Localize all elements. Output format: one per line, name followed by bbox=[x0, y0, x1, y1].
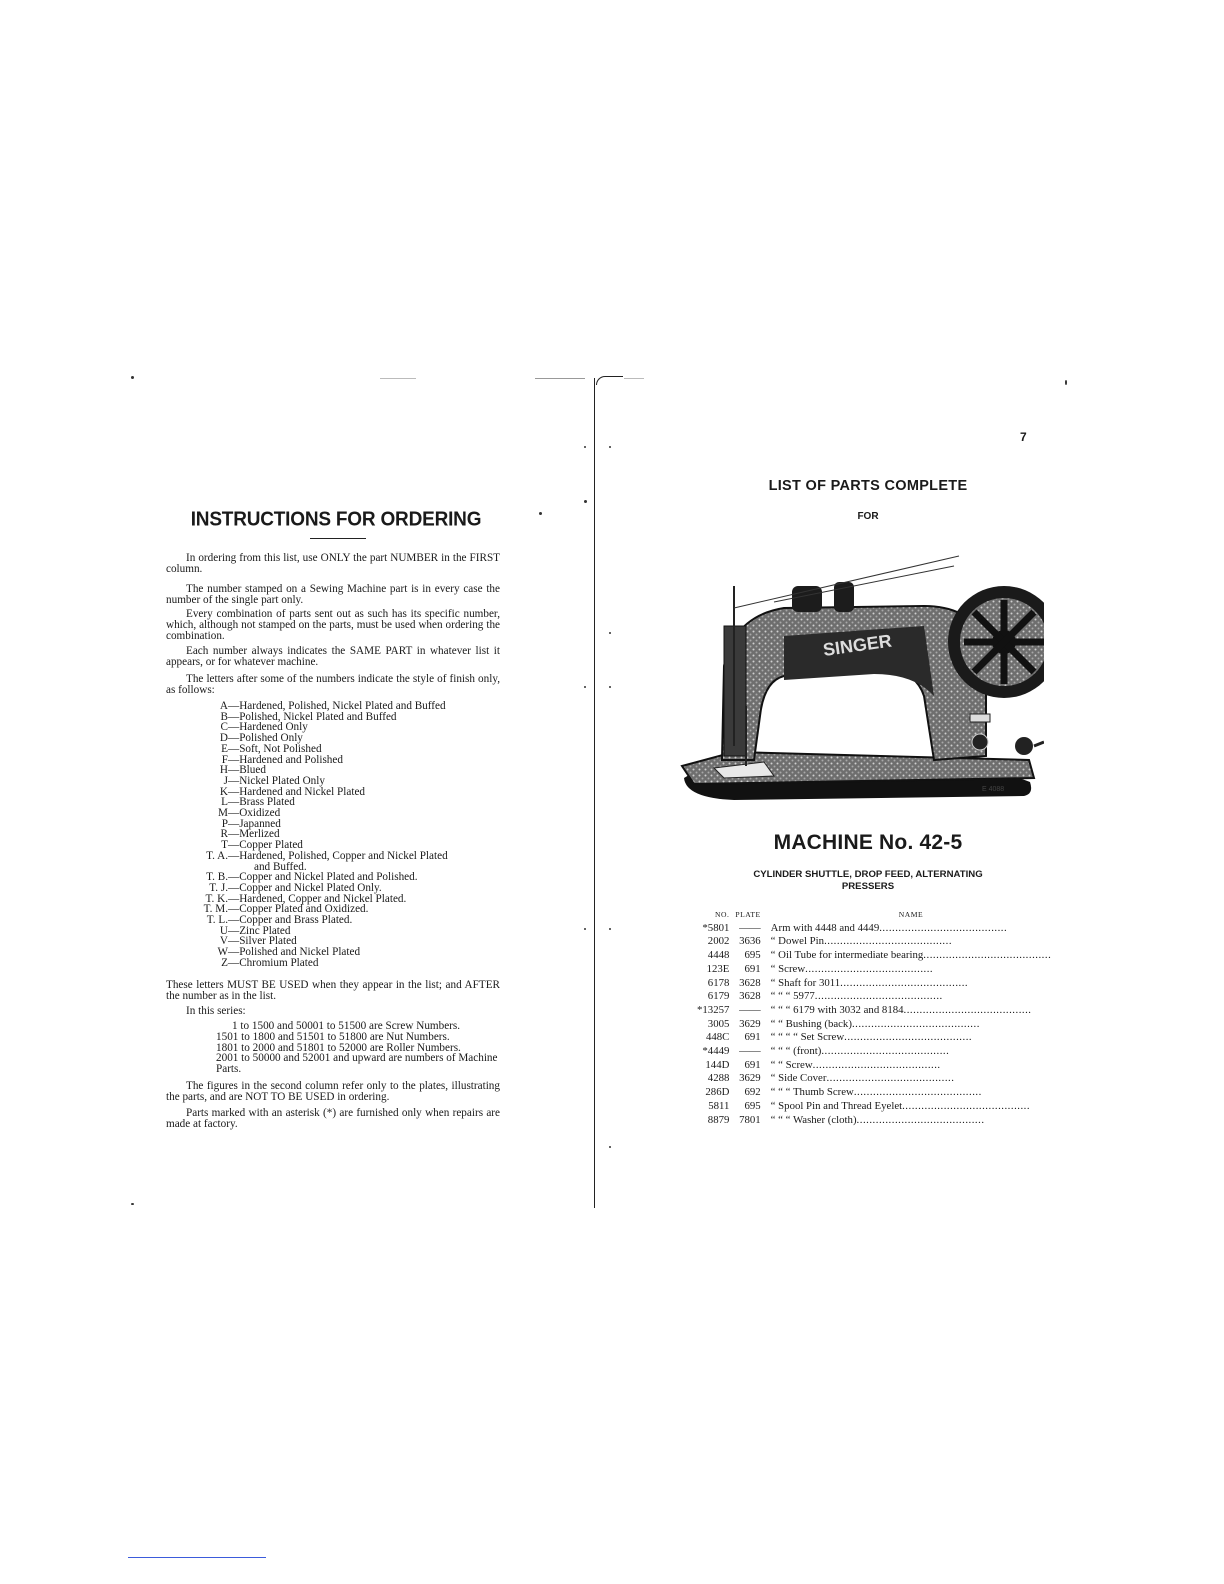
part-name-cell bbox=[771, 977, 1052, 991]
part-name: “ Side Cover bbox=[770, 1072, 827, 1085]
sewing-machine-illustration bbox=[674, 546, 1044, 802]
machine-subtitle: CYLINDER SHUTTLE, DROP FEED, ALTERNATING PRESSERS bbox=[753, 869, 983, 892]
part-name: “ Screw bbox=[770, 962, 806, 975]
column-header-name: NAME bbox=[898, 910, 924, 919]
scan-speck bbox=[131, 1203, 134, 1205]
plate-number: 7801 bbox=[739, 1113, 761, 1126]
table-row bbox=[697, 977, 1051, 991]
plate-number: 3636 bbox=[739, 935, 761, 948]
table-row bbox=[697, 1100, 1051, 1114]
part-number: 144D bbox=[705, 1058, 730, 1071]
part-number: 448C bbox=[705, 1031, 730, 1044]
finish-description: —Copper and Brass Plated. bbox=[228, 914, 353, 927]
part-number: 4288 bbox=[707, 1072, 730, 1085]
finish-description: —Soft, Not Polished bbox=[228, 742, 322, 755]
finish-code: T. L. bbox=[206, 914, 228, 927]
finish-code: L bbox=[221, 796, 228, 809]
finish-code: T. M. bbox=[203, 903, 228, 916]
finish-code: K bbox=[219, 785, 228, 798]
paragraph-finish-intro: The letters after some of the numbers indicate the style of finish only, as follows: bbox=[166, 673, 500, 696]
part-name: “ Oil Tube for intermediate bearing bbox=[770, 949, 924, 962]
table-row bbox=[697, 1086, 1051, 1100]
finish-code: P bbox=[221, 817, 228, 830]
finish-description: —Polished, Nickel Plated and Buffed bbox=[228, 710, 397, 723]
finish-description: —Copper and Nickel Plated Only. bbox=[228, 881, 382, 894]
table-row bbox=[697, 1059, 1051, 1073]
series-list bbox=[204, 1021, 500, 1075]
finish-code: C bbox=[220, 721, 228, 734]
part-name-cell bbox=[771, 1114, 1052, 1128]
title-rule bbox=[310, 538, 366, 539]
plate-number: 3628 bbox=[739, 976, 761, 989]
part-name-cell bbox=[771, 963, 1052, 977]
finish-code: T. A. bbox=[206, 849, 228, 862]
finish-description: and Buffed. bbox=[254, 860, 307, 873]
finish-description: —Hardened and Polished bbox=[228, 753, 343, 766]
finish-code: T. B. bbox=[206, 871, 228, 884]
table-row bbox=[697, 1072, 1051, 1086]
paragraph-stamped: The number stamped on a Sewing Machine part is in every case the number of the single part only. bbox=[166, 583, 500, 606]
finish-description: —Japanned bbox=[228, 817, 281, 830]
series-item: 1801 to 2000 and 51801 to 52000 are Roller Numbers. bbox=[216, 1041, 461, 1054]
finish-description: —Polished Only bbox=[228, 732, 303, 745]
finish-code: Z bbox=[221, 956, 228, 969]
page-fold-corner bbox=[596, 376, 623, 385]
dot-leader: ........................................ bbox=[805, 962, 934, 975]
table-row bbox=[697, 990, 1051, 1004]
plate-number: 691 bbox=[744, 962, 761, 975]
underline-link-mark bbox=[128, 1557, 266, 1558]
finish-list bbox=[178, 701, 488, 969]
finish-code: B bbox=[220, 710, 228, 723]
svg-text:SINGER: SINGER bbox=[821, 630, 893, 660]
part-number: 4448 bbox=[707, 949, 730, 962]
table-row bbox=[697, 949, 1051, 963]
plate-number: 695 bbox=[744, 1099, 761, 1112]
part-number: 2002 bbox=[707, 935, 730, 948]
table-row bbox=[697, 1045, 1051, 1059]
finish-item bbox=[178, 958, 488, 969]
finish-description: —Silver Plated bbox=[228, 935, 297, 948]
part-name-cell bbox=[771, 1031, 1052, 1045]
plate-number: —— bbox=[739, 921, 761, 934]
finish-code: U bbox=[219, 924, 228, 937]
part-name-cell bbox=[771, 1086, 1052, 1100]
part-name: “ “ “ (front) bbox=[770, 1045, 822, 1058]
scan-speck bbox=[131, 376, 134, 379]
part-number: 3005 bbox=[707, 1017, 730, 1030]
table-row bbox=[697, 1004, 1051, 1018]
finish-code: E bbox=[221, 742, 228, 755]
finish-code: T bbox=[221, 839, 228, 852]
dot-leader: ........................................ bbox=[903, 1003, 1032, 1016]
parts-table-header bbox=[697, 908, 1051, 922]
series-item: 1 to 1500 and 50001 to 51500 are Screw Numbers. bbox=[232, 1020, 461, 1032]
part-name: Arm with 4448 and 4449 bbox=[770, 921, 880, 934]
scan-speck bbox=[609, 686, 611, 688]
dot-leader: ........................................ bbox=[851, 1017, 980, 1030]
table-row bbox=[697, 922, 1051, 936]
plate-number: 695 bbox=[744, 949, 761, 962]
part-name: “ Dowel Pin bbox=[770, 935, 825, 948]
part-name-cell bbox=[771, 1004, 1052, 1018]
scan-speck bbox=[609, 632, 611, 634]
dot-leader: ........................................ bbox=[840, 976, 969, 989]
part-number: 6179 bbox=[707, 990, 730, 1003]
dot-leader: ........................................ bbox=[814, 990, 943, 1003]
plate-number: 3629 bbox=[739, 1017, 761, 1030]
finish-code: V bbox=[219, 935, 228, 948]
part-name-cell bbox=[771, 922, 1052, 936]
finish-code: R bbox=[220, 828, 228, 841]
finish-description: —Hardened Only bbox=[228, 721, 308, 734]
part-number: *5801 bbox=[702, 921, 730, 934]
part-name-cell bbox=[771, 949, 1052, 963]
paragraph-letters-note: These letters MUST BE USED when they appear in the list; and AFTER the number as in the list. bbox=[166, 979, 500, 1002]
finish-description: —Blued bbox=[228, 764, 266, 777]
finish-item bbox=[178, 851, 488, 862]
scan-mark bbox=[624, 378, 644, 379]
part-name: “ “ Screw bbox=[770, 1058, 813, 1071]
finish-code: H bbox=[219, 764, 228, 777]
finish-code: T. K. bbox=[205, 892, 228, 905]
part-number: 6178 bbox=[707, 976, 730, 989]
part-number: 5811 bbox=[708, 1099, 730, 1112]
scan-speck bbox=[584, 446, 586, 448]
finish-code: A bbox=[219, 700, 228, 712]
finish-description: —Zinc Plated bbox=[228, 924, 291, 937]
part-name-cell bbox=[771, 1018, 1052, 1032]
table-row bbox=[697, 935, 1051, 949]
part-number: 8879 bbox=[707, 1113, 730, 1126]
paragraph-asterisk-note: Parts marked with an asterisk (*) are furnished only when repairs are made at factory. bbox=[166, 1107, 500, 1130]
parts-list-title: LIST OF PARTS COMPLETE bbox=[768, 478, 968, 494]
machine-title: MACHINE No. 42-5 bbox=[773, 831, 963, 854]
scan-mark bbox=[535, 378, 585, 379]
dot-leader: ........................................ bbox=[853, 1086, 982, 1099]
scan-speck bbox=[609, 446, 611, 448]
finish-description: —Oxidized bbox=[228, 807, 281, 820]
series-item: 2001 to 50000 and 52001 and upward are numbers of Machine Parts. bbox=[216, 1052, 498, 1076]
table-row bbox=[697, 1114, 1051, 1128]
finish-description: —Copper Plated and Oxidized. bbox=[228, 903, 369, 916]
part-name: “ Shaft for 3011 bbox=[770, 976, 841, 989]
part-name-cell bbox=[771, 1059, 1052, 1073]
scan-speck bbox=[1065, 380, 1067, 385]
dot-leader: ........................................ bbox=[826, 1072, 955, 1085]
paragraph-ordering: In ordering from this list, use ONLY the part NUMBER in the FIRST column. bbox=[166, 552, 500, 575]
scan-mark bbox=[380, 378, 416, 379]
finish-code: T. J. bbox=[209, 881, 228, 894]
table-row bbox=[697, 1031, 1051, 1045]
part-name-cell bbox=[771, 935, 1052, 949]
plate-number: 692 bbox=[744, 1086, 761, 1099]
finish-description: —Copper and Nickel Plated and Polished. bbox=[228, 871, 418, 884]
plate-number: —— bbox=[739, 1045, 761, 1058]
finish-description: —Hardened, Polished, Copper and Nickel Plated bbox=[228, 849, 448, 862]
part-name: “ “ “ 5977 bbox=[770, 990, 815, 1003]
column-header-plate: PLATE bbox=[735, 910, 761, 919]
part-name: “ “ “ Washer (cloth) bbox=[770, 1113, 857, 1126]
part-name-cell bbox=[771, 1100, 1052, 1114]
part-name: “ “ “ “ Set Screw bbox=[770, 1031, 845, 1044]
scan-speck bbox=[584, 686, 586, 688]
dot-leader: ........................................ bbox=[844, 1031, 973, 1044]
part-name: “ Spool Pin and Thread Eyelet bbox=[770, 1099, 903, 1112]
finish-description: —Chromium Plated bbox=[228, 956, 319, 969]
part-name-cell bbox=[771, 1045, 1052, 1059]
dot-leader: ........................................ bbox=[821, 1045, 950, 1058]
dot-leader: ........................................ bbox=[902, 1099, 1031, 1112]
finish-description: —Merlized bbox=[228, 828, 280, 841]
scan-speck bbox=[539, 512, 542, 515]
part-name: “ “ Bushing (back) bbox=[770, 1017, 852, 1030]
part-number: *4449 bbox=[702, 1045, 730, 1058]
plate-number: 691 bbox=[744, 1058, 761, 1071]
dot-leader: ........................................ bbox=[879, 921, 1008, 934]
paragraph-combination: Every combination of parts sent out as such has its specific number, which, although not stamped on the parts, must be used when ordering the combination. bbox=[166, 608, 500, 642]
column-header-no: NO. bbox=[715, 910, 730, 919]
part-name: “ “ “ 6179 with 3032 and 8184 bbox=[770, 1003, 904, 1016]
plate-number: 691 bbox=[744, 1031, 761, 1044]
page-fold-line bbox=[594, 378, 595, 1208]
paragraph-same-part: Each number always indicates the SAME PART in whatever list it appears, or for whatever machine. bbox=[166, 645, 500, 668]
finish-code: M bbox=[218, 807, 228, 820]
dot-leader: ........................................ bbox=[824, 935, 953, 948]
part-number: 123E bbox=[706, 962, 730, 975]
for-label: FOR bbox=[857, 511, 879, 522]
plate-number: 3628 bbox=[739, 990, 761, 1003]
series-intro: In this series: bbox=[186, 1005, 246, 1017]
page-number: 7 bbox=[1020, 430, 1027, 444]
series-item: 1501 to 1800 and 51501 to 51800 are Nut Numbers. bbox=[216, 1030, 450, 1043]
part-name-cell bbox=[771, 1072, 1052, 1086]
table-row bbox=[697, 1018, 1051, 1032]
table-row bbox=[697, 963, 1051, 977]
paragraph-plates-note: The figures in the second column refer only to the plates, illustrating the parts, and are NOT TO BE USED in ordering. bbox=[166, 1080, 500, 1103]
finish-description: —Brass Plated bbox=[228, 796, 295, 809]
finish-description: —Polished and Nickel Plated bbox=[228, 946, 361, 959]
finish-code: D bbox=[219, 732, 228, 745]
finish-code: W bbox=[217, 946, 228, 959]
scan-speck bbox=[584, 500, 587, 503]
plate-number: 3629 bbox=[739, 1072, 761, 1085]
finish-description: —Hardened, Copper and Nickel Plated. bbox=[228, 892, 407, 905]
part-name: “ “ “ Thumb Screw bbox=[770, 1086, 854, 1099]
finish-description: —Hardened and Nickel Plated bbox=[228, 785, 365, 798]
dot-leader: ........................................ bbox=[856, 1113, 985, 1126]
finish-description: —Copper Plated bbox=[228, 839, 303, 852]
dot-leader: ........................................ bbox=[923, 949, 1052, 962]
part-number: 286D bbox=[705, 1086, 730, 1099]
finish-code: J bbox=[223, 774, 228, 787]
scan-speck bbox=[609, 928, 611, 930]
parts-table-body bbox=[697, 922, 1051, 1128]
dot-leader: ........................................ bbox=[812, 1058, 941, 1071]
part-name-cell bbox=[771, 990, 1052, 1004]
image-caption: E 4088 bbox=[982, 786, 1005, 793]
plate-number: —— bbox=[739, 1003, 761, 1016]
scan-speck bbox=[584, 928, 586, 930]
parts-table bbox=[697, 908, 1051, 1127]
page-title: INSTRUCTIONS FOR ORDERING bbox=[190, 508, 482, 531]
finish-code: F bbox=[221, 753, 228, 766]
finish-item bbox=[178, 744, 488, 755]
finish-description: —Nickel Plated Only bbox=[228, 774, 325, 787]
finish-description: —Hardened, Polished, Nickel Plated and Buffed bbox=[228, 700, 446, 712]
part-number: *13257 bbox=[697, 1003, 730, 1016]
scan-speck bbox=[609, 1146, 611, 1148]
